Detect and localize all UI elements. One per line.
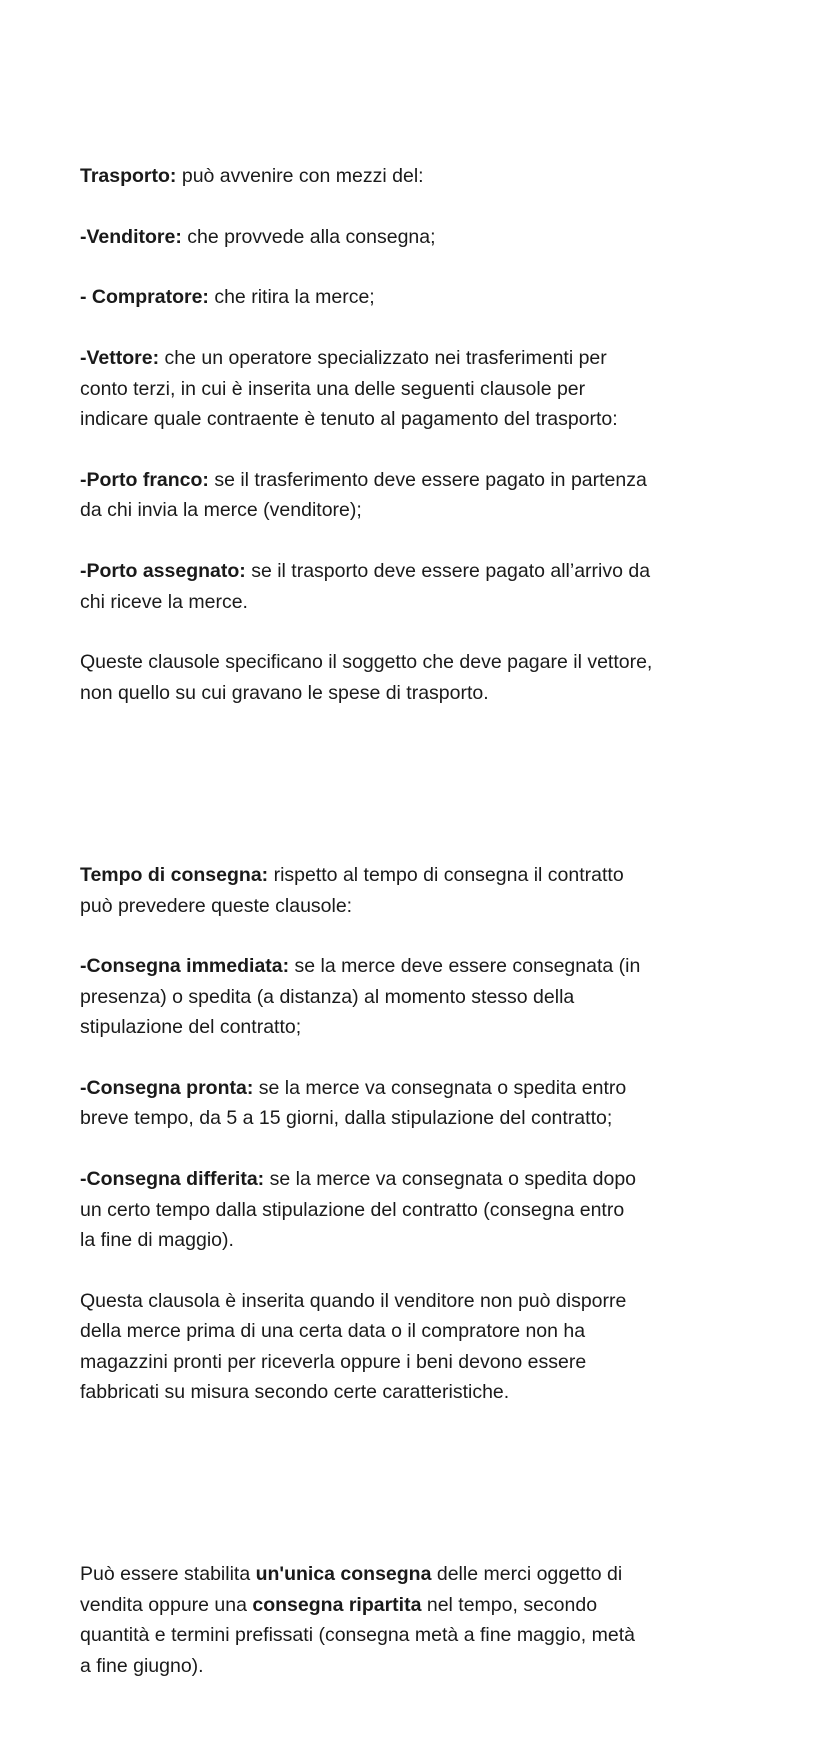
text-porto-franco: se il trasferimento deve essere pagato in partenza da chi invia la merce (venditore); [80, 468, 647, 522]
term-trasporto: Trasporto: [80, 164, 177, 187]
text-tempo-di-consegna: rispetto al tempo di consegna il contratto può prevedere queste clausole: [80, 864, 624, 917]
text-consegna-pronta: se la merce va consegnata o spedita entro breve tempo, da 5 a 15 giorni, dalla stipulazione del contratto; [80, 1076, 627, 1130]
paragraph-compratore [80, 282, 770, 312]
term-porto-assegnato: -Porto assegnato: [80, 560, 246, 583]
paragraph-consegna-immediata [80, 951, 770, 1042]
paragraph-porto-assegnato [80, 556, 770, 617]
text-trasporto: può avvenire con mezzi del: [176, 164, 424, 187]
term-consegna-pronta: -Consegna pronta: [80, 1076, 254, 1099]
text-compratore: che ritira la merce; [208, 286, 375, 309]
text-venditore: che provvede alla consegna; [181, 225, 436, 248]
text-consegna-differita: se la merce va consegnata o spedita dopo un certo tempo dalla stipulazione del contratto (consegna entro la fine di maggio). [80, 1168, 637, 1252]
term-tempo-di-consegna: Tempo di consegna: [80, 864, 269, 887]
paragraph-spacer [80, 1468, 770, 1498]
term-unica-consegna: un'unica consegna [255, 1563, 432, 1586]
text-vettore: che un operatore specializzato nei trasferimenti per conto terzi, in cui è inserita una delle seguenti clausole per indicare quale contraente è tenuto al pagamento del trasporto: [80, 347, 618, 431]
term-consegna-immediata: -Consegna immediata: [80, 955, 290, 978]
paragraph-tempo-intro [80, 860, 770, 921]
paragraph-vettore [80, 343, 770, 434]
text-porto-assegnato: se il trasporto deve essere pagato all’arrivo da chi riceve la merce. [80, 560, 651, 613]
text-quantita: nel tempo, secondo quantità e termini prefissati (consegna metà a fine maggio, metà a fine giugno). [80, 1593, 635, 1677]
term-vettore: -Vettore: [80, 347, 160, 370]
paragraph-venditore [80, 222, 770, 252]
paragraph-clausola-closing: Questa clausola è inserita quando il venditore non può disporre della merce prima di una certa data o il compratore non ha magazzini pronti per riceverla oppure i beni devono essere fabbricati su misura secondo certe caratteristiche. [80, 1289, 627, 1404]
paragraph-consegna-differita [80, 1164, 770, 1255]
term-porto-franco: -Porto franco: [80, 468, 209, 491]
term-venditore: -Venditore: [80, 225, 182, 248]
term-compratore: - Compratore: [80, 286, 209, 309]
paragraph-trasporto-intro [80, 161, 770, 191]
paragraph-clausole-closing: Queste clausole specificano il soggetto che deve pagare il vettore, non quello su cui gravano le spese di trasporto. [80, 651, 653, 704]
paragraph-consegna-tipo [80, 1559, 770, 1681]
term-consegna-ripartita: consegna ripartita [252, 1593, 422, 1616]
paragraph-porto-franco [80, 465, 770, 526]
text-consegna-immediata: se la merce deve essere consegnata (in presenza) o spedita (a distanza) al momento stesso della stipulazione del contratto; [80, 955, 641, 1039]
paragraph-consegna-pronta [80, 1073, 770, 1134]
document-page [80, 100, 770, 1742]
term-consegna-differita: -Consegna differita: [80, 1168, 265, 1191]
paragraph-spacer [80, 769, 770, 799]
text-vendita: delle merci oggetto di vendita oppure una [80, 1563, 623, 1616]
text-stabilita: Può essere stabilita [80, 1563, 256, 1586]
